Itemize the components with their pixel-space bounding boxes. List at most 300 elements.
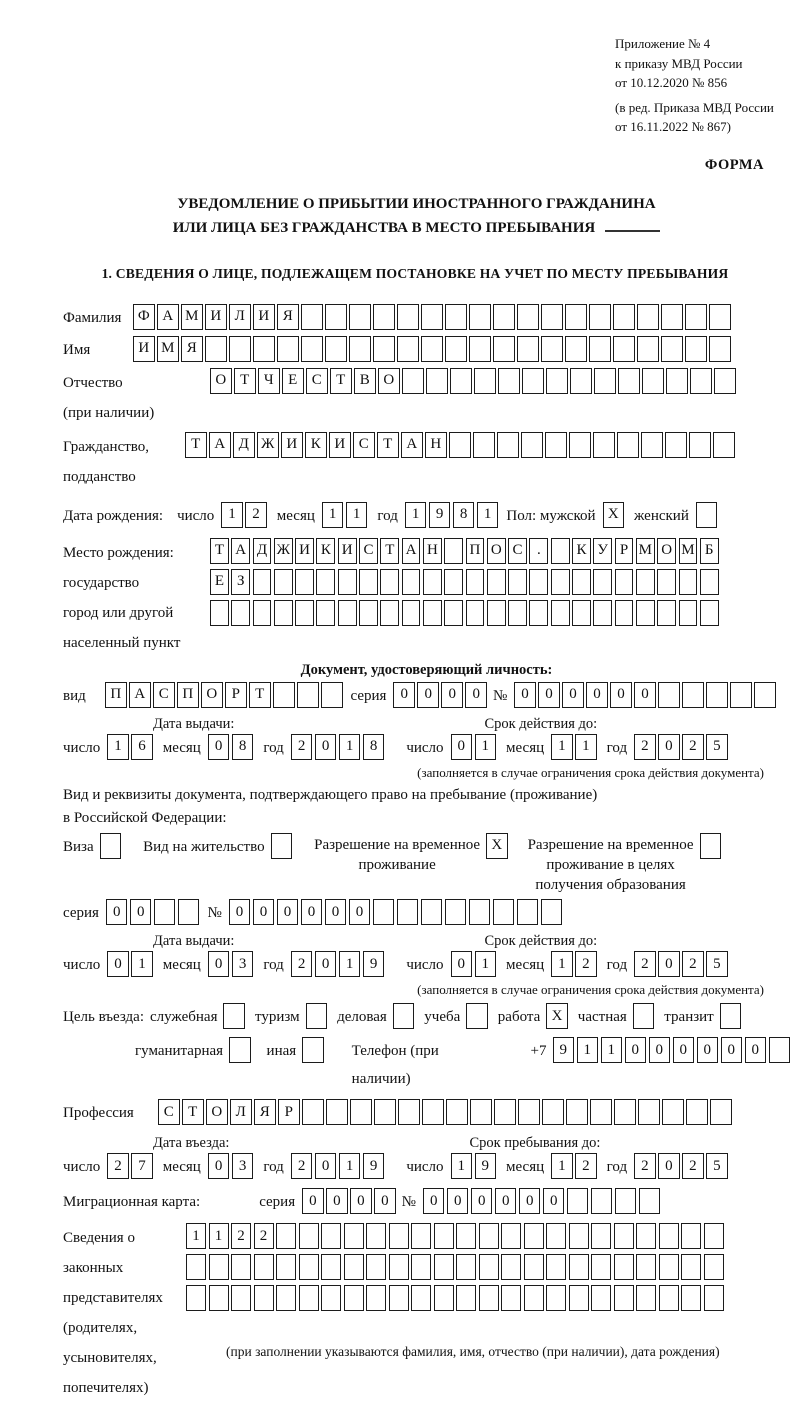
purpose-opt-checkbox	[633, 1003, 655, 1029]
char-cell	[637, 304, 659, 330]
arrival-date-title: Дата въезда:	[153, 1135, 230, 1152]
char-cell: Д	[253, 538, 272, 564]
char-cell	[508, 569, 527, 595]
char-cell	[686, 1099, 708, 1125]
char-cell	[411, 1285, 431, 1311]
char-cell	[445, 336, 467, 362]
char-cell: 0	[514, 682, 536, 708]
month-label: месяц	[162, 1159, 201, 1176]
char-cell: 2	[575, 951, 597, 977]
title-underline	[605, 216, 660, 232]
day-label: число	[406, 1159, 444, 1176]
migration-num-cells	[423, 1188, 661, 1214]
char-cell: О	[210, 368, 232, 394]
char-cell: 0	[697, 1037, 719, 1063]
char-cell: 9	[475, 1153, 497, 1179]
char-cell: С	[353, 432, 375, 458]
expiry-date-title: Срок действия до:	[484, 715, 598, 732]
char-cell	[551, 569, 570, 595]
char-cell	[366, 1223, 386, 1249]
char-cell: 8	[232, 734, 254, 760]
birthdate-row	[63, 502, 790, 530]
purpose-opt-checkbox	[229, 1037, 251, 1063]
char-cell: Ф	[133, 304, 155, 330]
char-cell	[295, 569, 314, 595]
char-cell: 0	[423, 1188, 445, 1214]
char-cell: 0	[586, 682, 608, 708]
purpose-opt-checkbox	[223, 1003, 245, 1029]
char-cell	[618, 368, 640, 394]
char-cell	[615, 569, 634, 595]
purpose-opt-label: иная	[266, 1043, 297, 1060]
char-cell	[493, 304, 515, 330]
char-cell	[659, 1254, 679, 1280]
char-cell: 0	[315, 951, 337, 977]
char-cell: 0	[208, 951, 230, 977]
char-cell: 0	[451, 734, 473, 760]
arrival-month	[208, 1153, 254, 1179]
char-cell: 8	[453, 502, 475, 528]
year-label: год	[606, 739, 628, 756]
char-cell	[517, 336, 539, 362]
char-cell: 0	[325, 899, 347, 925]
visa-checkbox	[100, 833, 122, 859]
char-cell	[209, 1285, 229, 1311]
char-cell: 1	[601, 1037, 623, 1063]
birthplace-cells-row3	[210, 600, 719, 626]
char-cell	[349, 336, 371, 362]
rvp-edu-label: Разрешение на временное проживание в целях получения образования	[527, 836, 694, 893]
char-cell	[301, 304, 323, 330]
char-cell	[754, 682, 776, 708]
char-cell	[541, 336, 563, 362]
char-cell	[546, 1223, 566, 1249]
char-cell: 9	[363, 1153, 385, 1179]
migration-card-label: Миграционная карта:	[63, 1194, 201, 1211]
char-cell: 2	[575, 1153, 597, 1179]
char-cell: 1	[475, 951, 497, 977]
char-cell	[271, 833, 293, 859]
char-cell	[402, 569, 421, 595]
form-title-line1: УВЕДОМЛЕНИЕ О ПРИБЫТИИ ИНОСТРАННОГО ГРАЖДАНИНА	[177, 195, 656, 212]
char-cell: П	[105, 682, 127, 708]
char-cell	[229, 336, 251, 362]
char-cell: К	[316, 538, 335, 564]
char-cell	[397, 304, 419, 330]
char-cell: Н	[425, 432, 447, 458]
month-label: месяц	[506, 1159, 545, 1176]
char-cell	[186, 1285, 206, 1311]
char-cell: Т	[185, 432, 207, 458]
char-cell: У	[593, 538, 612, 564]
char-cell	[229, 1037, 251, 1063]
char-cell: С	[508, 538, 527, 564]
char-cell	[700, 833, 722, 859]
char-cell: 0	[721, 1037, 743, 1063]
char-cell	[704, 1285, 724, 1311]
char-cell	[434, 1285, 454, 1311]
char-cell	[659, 1285, 679, 1311]
char-cell	[426, 368, 448, 394]
permit-seriya-row	[63, 899, 790, 927]
char-cell	[638, 1099, 660, 1125]
char-cell	[474, 368, 496, 394]
char-cell: Л	[229, 304, 251, 330]
char-cell	[397, 899, 419, 925]
char-cell	[380, 600, 399, 626]
char-cell: 0	[673, 1037, 695, 1063]
appendix-line: Приложение № 4	[615, 36, 711, 51]
char-cell: 2	[682, 734, 704, 760]
char-cell: 0	[495, 1188, 517, 1214]
num-label: №	[492, 687, 508, 704]
char-cell	[541, 304, 563, 330]
char-cell: 1	[339, 1153, 361, 1179]
char-cell	[449, 432, 471, 458]
char-cell	[569, 1254, 589, 1280]
char-cell	[231, 600, 250, 626]
char-cell	[423, 600, 442, 626]
char-cell	[769, 1037, 791, 1063]
char-cell: 1	[477, 502, 499, 528]
char-cell	[302, 1037, 324, 1063]
char-cell	[316, 569, 335, 595]
char-cell: 2	[291, 951, 313, 977]
year-label: год	[263, 739, 284, 756]
phone-prefix: +7	[530, 1043, 547, 1060]
char-cell: 0	[451, 951, 473, 977]
char-cell	[508, 600, 527, 626]
day-label: число	[63, 957, 101, 974]
char-cell	[572, 569, 591, 595]
entry-dates-row	[63, 1153, 790, 1181]
char-cell	[421, 336, 443, 362]
char-cell: 0	[315, 1153, 337, 1179]
identity-expiry-month	[551, 734, 597, 760]
char-cell: 2	[254, 1223, 274, 1249]
char-cell	[661, 336, 683, 362]
char-cell	[402, 368, 424, 394]
representatives-label: Сведения о законных представителях (родителях, усыновителях, попечителях)	[63, 1230, 163, 1397]
char-cell	[689, 432, 711, 458]
seriya-label: серия	[350, 687, 387, 704]
char-cell: 0	[107, 951, 129, 977]
sex-label: Пол: мужской	[506, 507, 596, 524]
char-cell: Т	[377, 432, 399, 458]
char-cell: С	[158, 1099, 180, 1125]
purpose-opt-checkbox	[306, 1003, 328, 1029]
char-cell	[321, 1285, 341, 1311]
char-cell	[542, 1099, 564, 1125]
char-cell: Т	[182, 1099, 204, 1125]
char-cell	[434, 1254, 454, 1280]
char-cell	[274, 600, 293, 626]
char-cell: С	[306, 368, 328, 394]
char-cell: 1	[551, 734, 573, 760]
char-cell	[696, 502, 718, 528]
month-label: месяц	[506, 957, 545, 974]
char-cell: Е	[282, 368, 304, 394]
char-cell: М	[636, 538, 655, 564]
char-cell	[709, 336, 731, 362]
purpose-opt-checkbox	[393, 1003, 415, 1029]
char-cell: Р	[278, 1099, 300, 1125]
issue-date-title: Дата выдачи:	[153, 933, 235, 950]
purpose-opt-label: деловая	[337, 1009, 387, 1026]
char-cell	[493, 899, 515, 925]
char-cell	[301, 336, 323, 362]
char-cell	[641, 432, 663, 458]
char-cell: 1	[221, 502, 243, 528]
char-cell: Ж	[257, 432, 279, 458]
char-cell	[566, 1099, 588, 1125]
phone-label: Телефон (при наличии)	[351, 1043, 439, 1088]
char-cell	[642, 368, 664, 394]
appendix-line: от 16.11.2022 № 867)	[615, 119, 732, 134]
month-label: месяц	[276, 507, 315, 524]
char-cell	[681, 1223, 701, 1249]
char-cell	[636, 1223, 656, 1249]
char-cell	[373, 304, 395, 330]
char-cell: Т	[234, 368, 256, 394]
stay-date-title: Срок пребывания до:	[469, 1135, 601, 1152]
char-cell: 0	[302, 1188, 324, 1214]
char-cell: 0	[350, 1188, 372, 1214]
char-cell: А	[209, 432, 231, 458]
year-label: год	[377, 507, 398, 524]
char-cell	[434, 1223, 454, 1249]
char-cell: И	[253, 304, 275, 330]
purpose-opt-label: туризм	[254, 1009, 300, 1026]
char-cell: Т	[330, 368, 352, 394]
day-label: число	[177, 507, 215, 524]
char-cell	[100, 833, 122, 859]
seriya-label: серия	[259, 1194, 296, 1211]
char-cell: Л	[230, 1099, 252, 1125]
char-cell	[450, 368, 472, 394]
representatives-cells-row1	[186, 1223, 724, 1249]
char-cell	[633, 1003, 655, 1029]
citizenship-row	[63, 432, 790, 492]
char-cell	[501, 1254, 521, 1280]
profession-label: Профессия	[63, 1105, 134, 1122]
char-cell	[636, 1285, 656, 1311]
char-cell: З	[231, 569, 250, 595]
issue-date-title: Дата выдачи:	[153, 715, 235, 732]
char-cell	[524, 1285, 544, 1311]
char-cell	[524, 1254, 544, 1280]
char-cell	[501, 1285, 521, 1311]
char-cell: Т	[249, 682, 271, 708]
char-cell: 1	[475, 734, 497, 760]
permit-expiry-year	[634, 951, 728, 977]
char-cell	[276, 1285, 296, 1311]
char-cell	[681, 1254, 701, 1280]
char-cell	[299, 1223, 319, 1249]
month-label: месяц	[506, 739, 545, 756]
char-cell: 0	[441, 682, 463, 708]
char-cell: И	[295, 538, 314, 564]
char-cell: 2	[682, 951, 704, 977]
char-cell	[469, 336, 491, 362]
char-cell: О	[206, 1099, 228, 1125]
permit-options-row	[63, 833, 790, 896]
char-cell: 2	[107, 1153, 129, 1179]
char-cell	[545, 432, 567, 458]
char-cell	[373, 899, 395, 925]
sex-male-checkbox	[603, 502, 625, 528]
char-cell: 2	[291, 734, 313, 760]
char-cell: 2	[231, 1223, 251, 1249]
char-cell: И	[281, 432, 303, 458]
rvp-edu-checkbox	[700, 833, 722, 859]
char-cell	[704, 1223, 724, 1249]
char-cell: О	[487, 538, 506, 564]
char-cell: 5	[706, 951, 728, 977]
char-cell	[321, 1254, 341, 1280]
char-cell: 0	[229, 899, 251, 925]
char-cell	[205, 336, 227, 362]
char-cell: О	[657, 538, 676, 564]
char-cell	[306, 1003, 328, 1029]
char-cell	[498, 368, 520, 394]
char-cell	[359, 600, 378, 626]
char-cell	[423, 569, 442, 595]
char-cell: К	[572, 538, 591, 564]
month-label: месяц	[162, 739, 201, 756]
char-cell: П	[466, 538, 485, 564]
char-cell	[321, 1223, 341, 1249]
identity-doc-heading: Документ, удостоверяющий личность:	[300, 661, 553, 678]
residence-checkbox	[271, 833, 293, 859]
char-cell: Р	[615, 538, 634, 564]
char-cell: 0	[447, 1188, 469, 1214]
migration-card-row	[63, 1188, 790, 1216]
char-cell: X	[486, 833, 508, 859]
char-cell	[469, 899, 491, 925]
sex-female-label: женский	[634, 507, 689, 524]
char-cell	[295, 600, 314, 626]
identity-expiry-day	[451, 734, 497, 760]
char-cell: М	[679, 538, 698, 564]
representatives-cells-row3	[186, 1285, 724, 1311]
char-cell	[466, 569, 485, 595]
char-cell	[546, 368, 568, 394]
residence-label: Вид на жительство	[143, 838, 265, 855]
char-cell: 0	[393, 682, 415, 708]
permit-issue-month	[208, 951, 254, 977]
char-cell	[720, 1003, 742, 1029]
year-label: год	[606, 1159, 628, 1176]
birthplace-cells-row1	[210, 538, 719, 564]
char-cell	[338, 569, 357, 595]
birth-day-cells	[221, 502, 267, 528]
char-cell	[591, 1188, 613, 1214]
char-cell: 2	[634, 734, 656, 760]
char-cell	[299, 1285, 319, 1311]
char-cell	[456, 1223, 476, 1249]
char-cell	[501, 1223, 521, 1249]
char-cell	[344, 1254, 364, 1280]
sex-female-checkbox	[696, 502, 718, 528]
char-cell: 0	[208, 1153, 230, 1179]
char-cell: 8	[363, 734, 385, 760]
char-cell: 2	[245, 502, 267, 528]
char-cell	[466, 600, 485, 626]
char-cell: С	[153, 682, 175, 708]
permit-num-cells	[229, 899, 563, 925]
char-cell: 2	[682, 1153, 704, 1179]
char-cell	[393, 1003, 415, 1029]
char-cell	[446, 1099, 468, 1125]
char-cell	[344, 1223, 364, 1249]
rvp-label: Разрешение на временное проживание	[314, 836, 481, 873]
char-cell	[591, 1285, 611, 1311]
char-cell: 1	[107, 734, 129, 760]
representatives-note: (при заполнении указываются фамилия, имя, отчество (при наличии), дата рождения)	[226, 1344, 720, 1360]
char-cell	[338, 600, 357, 626]
char-cell	[636, 1254, 656, 1280]
char-cell	[685, 304, 707, 330]
purpose-opt-label: частная	[577, 1009, 627, 1026]
appendix-line: от 10.12.2020 № 856	[615, 75, 728, 90]
char-cell: Д	[233, 432, 255, 458]
char-cell	[546, 1254, 566, 1280]
char-cell: 0	[543, 1188, 565, 1214]
char-cell: А	[129, 682, 151, 708]
char-cell	[349, 304, 371, 330]
char-cell	[494, 1099, 516, 1125]
char-cell	[541, 899, 563, 925]
num-label: №	[401, 1194, 416, 1211]
char-cell	[659, 1223, 679, 1249]
char-cell	[366, 1285, 386, 1311]
char-cell	[637, 336, 659, 362]
char-cell	[389, 1285, 409, 1311]
char-cell	[389, 1254, 409, 1280]
purpose-opt-label: транзит	[664, 1009, 714, 1026]
char-cell	[551, 600, 570, 626]
char-cell	[614, 1285, 634, 1311]
char-cell	[529, 569, 548, 595]
permit-dates-row	[63, 951, 790, 979]
char-cell: 0	[106, 899, 128, 925]
char-cell	[665, 432, 687, 458]
purpose-opt-label: учеба	[424, 1009, 461, 1026]
char-cell	[479, 1285, 499, 1311]
char-cell: 0	[538, 682, 560, 708]
visa-label: Виза	[63, 838, 94, 855]
char-cell: 0	[277, 899, 299, 925]
char-cell: И	[133, 336, 155, 362]
char-cell: 0	[625, 1037, 647, 1063]
char-cell	[359, 569, 378, 595]
char-cell: М	[181, 304, 203, 330]
char-cell	[565, 304, 587, 330]
char-cell	[231, 1254, 251, 1280]
char-cell	[479, 1254, 499, 1280]
phone-cells	[553, 1037, 791, 1063]
char-cell	[398, 1099, 420, 1125]
char-cell	[445, 304, 467, 330]
char-cell	[421, 899, 443, 925]
profession-row	[63, 1099, 790, 1127]
firstname-cells	[133, 336, 731, 362]
surname-cells	[133, 304, 731, 330]
char-cell	[593, 432, 615, 458]
char-cell: 1	[551, 1153, 573, 1179]
representatives-cells-row2	[186, 1254, 724, 1280]
